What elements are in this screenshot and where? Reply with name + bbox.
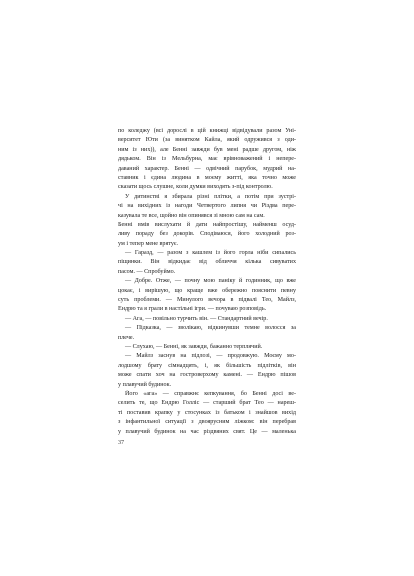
text-line: — Майлз заснув на підлозі, — продовжую. Моєму мо-	[125, 353, 296, 360]
text-line: — Слухаю, — Бенні, як завжди, бажанно терплячий.	[125, 343, 263, 350]
text-line: — Підказка, — зволікаю, відкинувши темне волосся за	[125, 325, 296, 332]
text-line: Його «ага» — справжнє кепкування, бо Бенні досі ве-	[125, 390, 296, 397]
text-line: — Добре. Отже, — почну мою паніку й годинник, що вже	[125, 278, 296, 285]
text-line: даваний характер. Бенні — одвічний парубок, мудрий на-	[118, 165, 296, 172]
text-line: ті поставив крапку у стосунках із батьком і знайшов вихід	[118, 409, 296, 416]
body-text	[118, 127, 296, 437]
text-line: селить те, що Ендрю Голліс — старший брат Тео — нареш-	[118, 400, 296, 407]
text-line: У дитинстві я збирала різні плітки, а потім при зустрі-	[125, 193, 296, 200]
text-line: ливу пораду без докорів. Сподіваюся, його холодний роз-	[118, 231, 296, 238]
text-line: — Гаразд, — разом з кашлем із його горла ніби сипались	[125, 250, 296, 257]
text-line: сказати щось слушне, коли думки виходять з-під контролю.	[118, 184, 273, 191]
text-line: ним із них)), але Бенні завжди був мені радше другом, ніж	[118, 146, 296, 153]
text-line: цокає, і вирішую, що краще вже обережно пояснити певну	[118, 287, 296, 294]
text-line: казувала те все, щойно він опинявся зі мною сам на сам.	[118, 212, 265, 219]
text-line: ставник і єдина людина в моєму житті, яка точно може	[118, 174, 296, 181]
text-line: у плавучий будинок.	[118, 381, 172, 388]
text-line: верситет Юти (за винятком Кайла, який одружився з оди-	[118, 137, 296, 144]
text-line: Бенні вмів вислухати й дати найпростішу, найменш осуд-	[118, 221, 296, 228]
text-line: у плавучий будинок на час різдвяних свят. Це — маленька	[118, 428, 296, 435]
text-line: ум і тепер мене врятує.	[118, 240, 179, 247]
text-line: пасом. — Спробуймо.	[118, 268, 176, 275]
text-line: Ендрю та я грали в настільні ігри. — почуваю розповідь.	[118, 306, 267, 313]
text-line: дядьком. Він із Мельбурна, має врівноважений і непере-	[118, 156, 296, 163]
text-line: лодшому брату сімнадцять, і, як більшість підлітків, він	[118, 362, 296, 369]
text-line: чі на вихідних із нагоди Четвертого липня чи Різдва пере-	[118, 203, 296, 210]
page-number: 37	[118, 440, 125, 446]
text-line: — Ага, — повільно турчить він. — Стандартний вечір.	[125, 315, 268, 322]
text-line: суть проблеми. — Минулого вечора в підвалі Тео, Майлз,	[118, 297, 296, 304]
text-line: з інфантильної ситуації з двоярусним ліжком: він перебрав	[118, 419, 296, 426]
text-line: піщинки. Він відкидає від обличчя кілька сивуватих	[118, 259, 296, 266]
text-line: плече.	[118, 334, 135, 341]
text-line: по коледжу (всі дорослі в цій книжці відвідували разом Уні-	[118, 128, 296, 134]
text-line: може спати хоч на гостроверхому камені. — Ендрю пішов	[118, 372, 296, 379]
